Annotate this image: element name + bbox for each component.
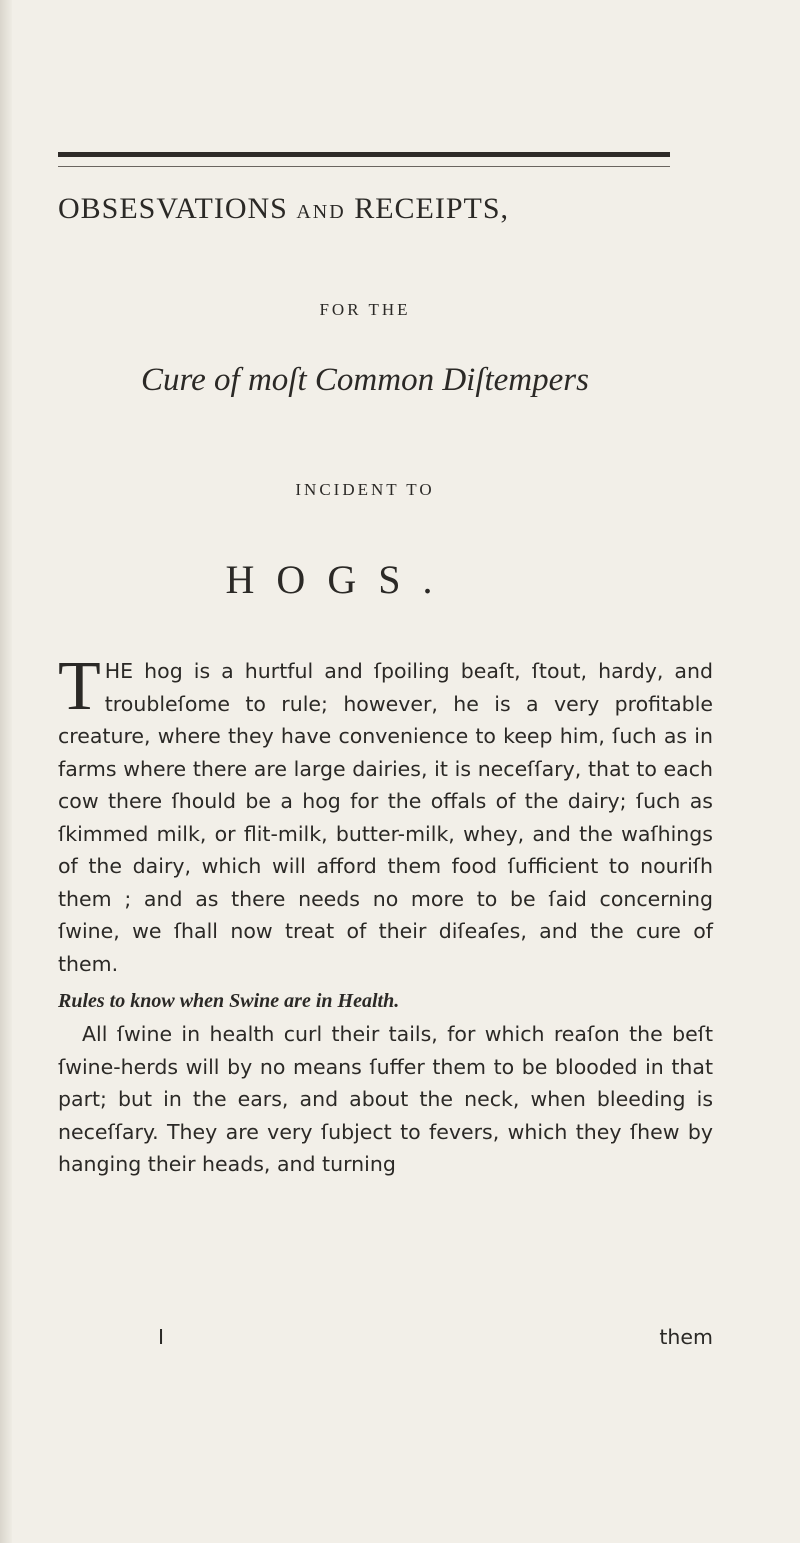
title-part2: RECEIPTS, xyxy=(354,192,510,225)
paragraph-health: All ſwine in health curl their tails, for which reaſon the beſt ſwine-herds will by no means ſuffer them to be blooded in that part; but in the ears, and about the neck, when bleeding is neceſſary. They are very ſubject to fevers, which they ſhew by hanging their heads, and turning xyxy=(58,1022,713,1176)
paragraph-intro-text: HE hog is a hurtful and ſpoiling beaſt, ſtout, hardy, and troubleſome to rule; however, he is a very profitable creature, where they have convenience to keep him, ſuch as in farms where there are large dairies, it is neceſſary, that to each cow there ſhould be a hog for the offals of the dairy; ſuch as ſkimmed milk, or flit-milk, butter-milk, whey, and the waſhings of the dairy, which will afford them food ſufficient to nouriſh them ; and as there needs no more to be ſaid concerning ſwine, we ſhall now treat of their diſeaſes, and the cure of them. xyxy=(58,659,713,976)
section-heading-hogs: HOGS. xyxy=(225,557,455,602)
subtitle: Cure of moſt Common Diſtempers xyxy=(141,362,589,398)
rules-heading: Rules to know when Swine are in Health. xyxy=(58,990,400,1012)
signature-mark: I xyxy=(158,1325,165,1349)
top-rule-thin xyxy=(58,166,670,167)
body-text xyxy=(58,648,713,1181)
paragraph-intro xyxy=(58,648,713,980)
page-edge xyxy=(0,0,12,1543)
drop-cap: T xyxy=(58,648,101,725)
page-footer xyxy=(58,1325,713,1357)
incident-to-line: INCIDENT TO xyxy=(295,480,435,499)
title-part1: OBSESVATIONS xyxy=(58,192,288,225)
top-rule xyxy=(58,152,670,157)
title-and: AND xyxy=(296,201,346,223)
page-title xyxy=(58,192,698,226)
for-the-line: FOR THE xyxy=(319,300,411,319)
catchword: them xyxy=(659,1325,713,1349)
